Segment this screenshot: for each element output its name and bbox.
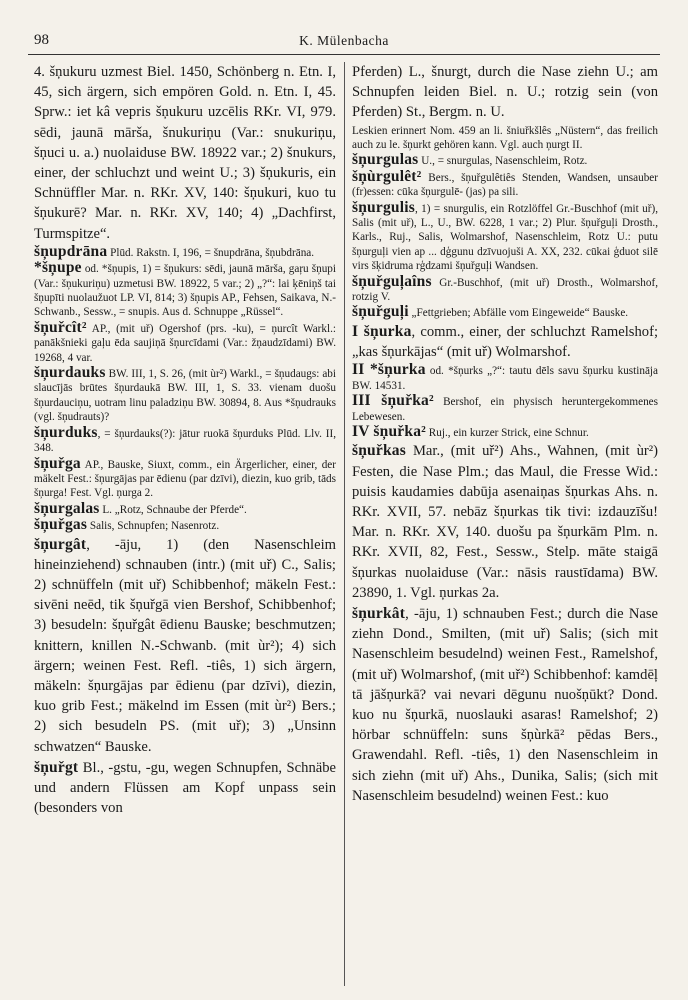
entry-text: Bl., -gstu, -gu, wegen Schnupfen, Schnäbe und andern Flüssen am Kopf unpass sein (besonders von [34,759,336,817]
entry-headword: III šņuřka² [352,392,434,410]
entry-text: od. *šņupis, 1) = šņukurs: sēdi, jaunā mārša, gaŗu šņupi (Var.: šņukuriņu) uzmetusi BW. 18922, 5 var.; 2) „?“: lai ķēniņš tai šņupīti nuolaužuot LP. VI, 814; 3) šņupis AP., Fehsen, Saikava, N.-Schwanb., Sessw., = snupis. Aus d. Schnuppe „Rüssel“. [34,263,336,319]
page-header [28,30,660,55]
entry-text: od. *šņurks „?“: tautu dēls savu šņurku kustināja BW. 14531. [352,365,658,392]
entry-headword: IV šņuřka² [352,422,426,440]
dictionary-entry [34,62,336,244]
entry-headword: šņuřgas [34,516,88,534]
dictionary-entry [352,153,658,168]
entry-headword: *šņupe [34,259,82,277]
entry-headword: šņùrgulêt² [352,167,422,185]
entry-headword: šņuřgt [34,758,79,776]
entry-text: „Fettgrieben; Abfälle vom Eingeweide“ Bauske. [408,307,629,320]
entry-text: , 1) = snurgulis, ein Rotzlöffel Gr.-Buschhof (mit uř), Salis (mit uř), L., U., BW. 6228, 1 var.; 2) Plur. šņuřguļi Drosth., Karls., Ruj., Salis, Wolmarshof, Nasenschleim, Rotz U.: putu šņurguļi vien ap ... dģgunu dzīvuojuši A. XX, 232. cūkai ģduot silē virs šķidruma rģdzami šņuřguļi Wandsen. [352,202,658,273]
entry-text: AP., (mit uř) Ogershof (prs. -ku), = ņurcît Warkl.: panākšnieki gaļu ēda saujiņā šņurcīdami (Var.: žņaudzīdami) BW. 19268, 4 var. [34,322,336,364]
dictionary-entry [34,518,336,533]
entry-text: Plūd. Rakstn. I, 196, = šnupdrāna, šņubdrāna. [107,246,315,259]
dictionary-entry [352,441,658,603]
dictionary-entry [352,394,658,424]
dictionary-entry [352,198,658,274]
entry-text: BW. III, 1, S. 26, (mit ùr²) Warkl., = šņudaugs: abi slaucījās brūtes šņurdaukā BW. III, 1, S. 33. vienam duošu šņurdauciņu, uotram linu paladziņu BW. 30894, 8. Aus *šņudrauks (vgl. šņudrauts)? [34,368,336,424]
entry-headword: šņuřguļi [352,303,409,321]
entry-text: L. „Rotz, Schnaube der Pferde“. [99,503,247,516]
dictionary-entry [352,167,658,200]
page-number: 98 [34,32,49,48]
entry-headword: šņurgât [34,535,87,553]
entry-headword: šņuřguļaîns [352,272,432,290]
dictionary-entry [352,62,658,123]
dictionary-entry [34,454,336,501]
entry-headword: II *šņurka [352,361,426,379]
dictionary-entry [34,366,336,425]
entry-text: , -āju, 1) schnauben Fest.; durch die Nase ziehn Dond., Smilten, (mit uř) Salis; (sich mit Nasenschleim besudelnd) weinen Fest., Ramelshof, (mit uř) Wolmarshof, (mit uř²) Schibbenhof: kamdēļ tā jāšņurkā? vai nevari dēgunu nuošņūkt? Dond. kuo nu šņurkā, nuoslauki asaras! Ramelshof; 2) hörbar schnüffeln: suns šņùrkā² pēdas Bers., Grawendahl. Refl. -tiês, 1) den Nasenschleim in sich ziehn (mit uř) Ahs., Dunika, Salis; (sich mit Nasenschleim besudelnd) weinen Fest.: kuo [352,605,658,804]
entry-text: , comm., einer, der schluchzt Ramelshof; „kas šņurkājas“ (mit uř) Wolmarshof. [352,323,658,361]
entry-headword: šņurgalas [34,499,100,517]
entry-text: U., = snurgulas, Nasenschleim, Rotz. [418,155,588,168]
entry-text: Salis, Schnupfen; Nasenrotz. [87,520,220,533]
entry-headword: šņurgulis [352,198,415,216]
dictionary-entry [34,261,336,320]
dictionary-entry [352,604,658,806]
dictionary-entry [34,535,336,757]
entry-text: , = šņurdauks(?): jātur ruokā šņurduks Plūd. Llv. II, 348. [34,427,336,455]
entry-text: AP., Bauske, Siuxt, comm., ein Ärgerlicher, einer, der mäkelt Fest.: šņurgājas par ēdienu (par dzīvi), diezin, kuo grib, tāds šņurga! Fest. Vgl. ņurga 2. [34,458,336,500]
dictionary-entry [352,272,658,305]
entry-headword: šņurduks [34,423,98,441]
dictionary-entry [34,242,336,260]
dictionary-entry [34,423,336,456]
entry-text: , -āju, 1) (den Nasenschleim hineinziehend) schnauben (intr.) (mit uř) C., Salis; 2) schnüffeln (mit uř) Schibbenhof; mäkeln Fest.: sivēni neēd, tik šņuřgā vien Bershof, Schibbenhof; 3) besudeln: šņuřgât ēdienu Bauske; beschmutzen; knittern, knillen N.-Schwanb. (mit ùr²); 4) sich ärgern; weinen Fest. Refl. -tiês, 1) sich ärgern, mäkeln: šņurgājas par ēdienu (par dzīvi), diezin, kuo grib Fest.; mäkelnd im Essen (mit ùr²) Bers.; 2) sich besudeln PS. (mit uř); 3) „Unsinn schwatzen“ Bauske. [34,536,336,755]
dictionary-entry [352,363,658,393]
entry-text: Mar., (mit uř²) Ahs., Wahnen, (mit ùr²) Festen, die Nase Plm.; das Maul, die Fresse Wid.: puisis kaudamies dabūja asenaiņas šņurkas Ahs. n. RKr. XVII, 57. nebāz šņurkas tik tivi: izdauzīšu! Mar. n. RKr. XV, 140. duošu pa šņurkām Plm. n. RKr. XVII, 82, Fest., Sessw., Stelp. māte staigā šņurkas nuolaiduse (Var.: nāsis raustīdama) BW. 23890, 1. Vgl. ņurkas 2a. [352,443,658,601]
entry-headword: šņurkât [352,604,406,622]
dictionary-entry [34,758,336,819]
entry-text: Leskien erinnert Nom. 459 an li. šniuřkšlês „Nüstern“, das freilich auch zu le. šņurkt gehören kann. Vgl. auch ņurgt II. [352,124,658,152]
entry-text: Bers., šņuřgulêtiês Stenden, Wandsen, unsauber (fr)essen: cūka šņurgulē- (jas) pa sili. [352,171,658,199]
right-column [352,62,658,994]
entry-headword: šņurgulas [352,151,419,169]
entry-text: Gr.-Buschhof, (mit uř) Drosth., Wolmarshof, rotzig V. [352,276,658,304]
left-column [34,62,336,994]
entry-headword: šņupdrāna [34,242,108,260]
entry-text: Bershof, ein physisch heruntergekommenes Lebewesen. [352,396,658,423]
entry-text: Pferden) L., šnurgt, durch die Nase ziehn U.; am Schnupfen leiden Biel. n. U.; rotzig sein (von Pferden) St., Bergm. n. U. [352,64,658,121]
entry-headword: šņurdauks [34,364,106,382]
dictionary-entry [34,318,336,365]
dictionary-entry [352,124,658,153]
dictionary-entry [352,305,658,320]
column-divider [344,62,345,986]
dictionary-entry [352,422,658,440]
entry-headword: šņuřga [34,454,81,472]
entry-text: Ruj., ein kurzer Strick, eine Schnur. [426,426,589,439]
entry-headword: šņuřkas [352,442,406,460]
entry-headword: I šņurka [352,322,412,340]
dictionary-entry [34,499,336,517]
dictionary-entry [352,322,658,362]
entry-text: 4. šņukuru uzmest Biel. 1450, Schönberg n. Etn. I, 45, sich ärgern, sich empören Gold. n. Etn. I, 45. Sprw.: iet kâ vepris šņukuru uzcēlis RKr. VI, 979. sēdi, jaunā mārša, šnukuriņu (Var.: snukuriņu, šņuci u. a.) nuolaiduse BW. 18922 var.; 2) šnukurs, einer, der schluchzt und weint U.; 3) šņukuris, ein Schnüffler Mar. n. RKr. XV, 140: šņukuri, kuo tu šņukurē? Mar. n. RKr. XV, 140; 4) „Dachfirst, Turmspitze“. [34,64,336,242]
running-head: K. Mülenbacha [299,33,389,48]
entry-headword: šņuřcît² [34,318,87,336]
